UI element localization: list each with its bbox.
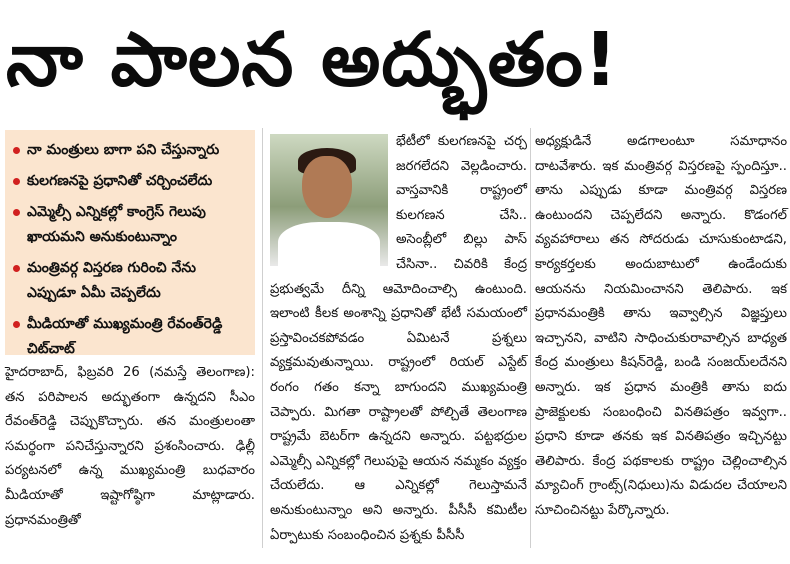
article-text-col2: భేటీలో కులగణనపై చర్చ జరగలేదని వెల్లడించారు. వాస్తవానికి రాష్ట్రంలో కులగణన చేసి.. అసెంబ్లీలో బిల్లు పాస్ చేసినా.. చివరికి కేంద్ర ప్రభుత్వమే దీన్ని ఆమోదించాల్సి ఉంటుంది. ఇలాంటి కీలక అంశాన్ని ప్రధానితో భేటీ సమయంలో ప్రస్తావించకపోవడం ఏమిటనే ప్రశ్నలు వ్యక్తమవుతున్నాయి. రాష్ట్రంలో రియల్ ఎస్టేట్ రంగం గతం కన్నా బాగుందని ముఖ్యమంత్రి చెప్పారు. మిగతా రాష్ట్రాలతో పోల్చితే తెలంగాణ రాష్ట్రమే బెటర్‌గా ఉన్నదని అన్నారు. పట్టభద్రుల ఎమ్మెల్సీ ఎన్నికల్లో గెలుపుపై ఆయన నమ్మకం వ్యక్తం చేయలేదు. ఆ ఎన్నికల్లో గెలుస్తామనే అనుకుంటున్నాం అని అన్నారు. పీసీసీ కమిటీల ఏర్పాటుకు సంబంధించిన ప్రశ్నకు పీసీసీ <box>270 134 527 543</box>
column-middle <box>270 130 527 548</box>
bullet-icon <box>13 265 20 272</box>
highlight-item: ఎమ్మెల్సీ ఎన్నికల్లో కాంగ్రెస్ గెలుపు ఖాయమని అనుకుంటున్నాం <box>11 200 249 250</box>
bullet-icon <box>13 147 20 154</box>
bullet-icon <box>13 178 20 185</box>
column-divider <box>530 128 531 548</box>
headline: నా పాలన అద్భుతం! <box>6 17 619 103</box>
headline-banner <box>0 0 790 120</box>
highlight-item: నా మంత్రులు బాగా పని చేస్తున్నారు <box>11 138 249 163</box>
bullet-icon <box>13 321 20 328</box>
article-text-col1: హైదరాబాద్, ఫిబ్రవరి 26 (నమస్తే తెలంగాణ): తన పరిపాలన అద్భుతంగా ఉన్నదని సీఎం రేవంత్‌రెడ్డి చెప్పుకొచ్చారు. తన మంత్రులంతా సమర్థంగా పనిచేస్తున్నారని ప్రశంసించారు. ఢిల్లీ పర్యటనలో ఉన్న ముఖ్యమంత్రి బుధవారం మీడియాతో ఇష్టాగోష్ఠిగా మాట్లాడారు. ప్రధానమంత్రితో <box>5 365 255 528</box>
article-text-col3: అధ్యక్షుడినే అడగాలంటూ సమాధానం దాటవేశారు. ఇక మంత్రివర్గ విస్తరణపై స్పందిస్తూ.. తాను ఎప్పుడు కూడా మంత్రివర్గ విస్తరణ ఉంటుందని చెప్పలేదని అన్నారు. కొడంగల్ వ్యవహారాలు తన సోదరుడు చూసుకుంటాడని, కార్యకర్తలకు అందుబాటులో ఉండేందుకు ఆయనను నియమించానని తెలిపారు. ఇక ప్రధానమంత్రికి తాను ఇవ్వాల్సిన విజ్ఞప్తులు ఇచ్చానని, వాటిని సాధించుకురావాల్సిన బాధ్యత కేంద్ర మంత్రులు కిషన్‌రెడ్డి, బండి సంజయ్‌లదేనని అన్నారు. ఇక ప్రధాన మంత్రికి తాను ఐదు ప్రాజెక్టులకు సంబంధించి వినతిపత్రం ఇవ్వగా.. ప్రధాని కూడా తనకు ఇక వినతిపత్రం ఇచ్చినట్టు తెలిపారు. కేంద్ర పథకాలకు రాష్ట్రం చెల్లించాల్సిన మ్యాచింగ్ గ్రాంట్స్(నిధులు)ను విడుదల చేయాలని సూచించినట్టు పేర్కొన్నారు. <box>535 134 787 518</box>
highlight-item: మీడియాతో ముఖ్యమంత్రి రేవంత్‌రెడ్డి చిట్‌చాట్ <box>11 312 249 362</box>
highlight-item: మంత్రివర్గ విస్తరణ గురించి నేను ఎప్పుడూ ఏమీ చెప్పలేదు <box>11 256 249 306</box>
column-left <box>5 130 255 533</box>
column-divider <box>262 128 263 548</box>
portrait-photo <box>270 134 388 266</box>
highlights-list <box>11 138 249 362</box>
highlights-box <box>5 130 255 355</box>
bullet-icon <box>13 209 20 216</box>
highlight-item: కులగణనపై ప్రధానితో చర్చించలేదు <box>11 169 249 194</box>
column-right <box>535 130 787 524</box>
